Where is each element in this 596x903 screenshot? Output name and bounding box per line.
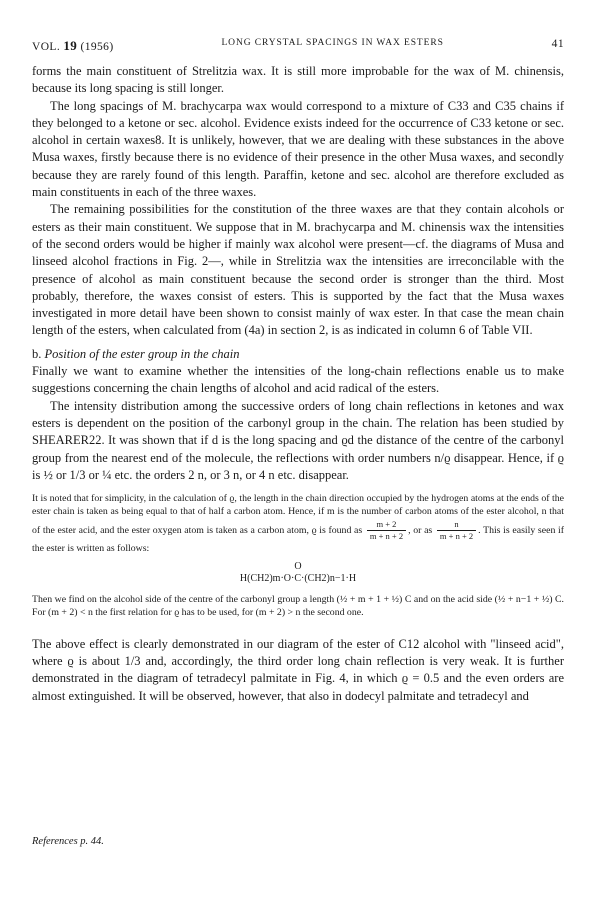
paragraph: The intensity distribution among the successive orders of long chain reflections in ketones and wax esters is dependent on the position of the carbonyl group in the chain. The relation has been studied by SHEARER22. It was shown that if d is the long spacing and ϱd the distance of the centre of the carbonyl group from the nearest end of the molecule, the reflections with order numbers n/ϱ disappear. Hence, if ϱ is ½ or 1/3 or ¼ etc. the orders 2 n, or 3 n, or 4 n etc. disappear.	[32, 398, 564, 482]
body-text	[32, 63, 564, 705]
paragraph: The long spacings of M. brachycarpa wax would correspond to a mixture of C33 and C35 chains if they belonged to a ketone or sec. alcohol. Evidence exists indeed for the occurrence of C33 ketone or sec. alcohol in certain waxes8. It is unlikely, however, that we are dealing with these substances in the above Musa waxes, firstly because there is no evidence of their presence in the other Musa waxes, and secondly because they are rarely found of this length. Paraffin, ketone and sec. alcohol are therefore excluded as main constituents in each of the three waxes.	[32, 98, 564, 200]
page-number: 41	[551, 38, 564, 50]
volume-info: VOL. 19 (1956)	[32, 38, 114, 53]
paragraph: forms the main constituent of Strelitzia wax. It is still more improbable for the wax of M. chinensis, because its long spacing is still longer.	[32, 64, 564, 96]
paragraph: Finally we want to examine whether the intensities of the long-chain reflections enable us to make suggestions concerning the chain lengths of alcohol and acid radical of the esters.	[32, 364, 564, 396]
running-title: LONG CRYSTAL SPACINGS IN WAX ESTERS	[221, 38, 444, 48]
references-note: References p. 44.	[32, 836, 104, 847]
paragraph: The above effect is clearly demonstrated in our diagram of the ester of C12 alcohol with "linseed acid", where ϱ is about 1/3 and, accordingly, the third order long chain reflection is very weak. It is further demonstrated in the diagram of tetradecyl palmitate in Fig. 4, in which ϱ = 0.5 and the even orders are almost extinguished. It will be observed, however, that also in dodecyl palmitate and tetradecyl and	[32, 636, 564, 703]
section-heading: b. Position of the ester group in the chain	[32, 346, 240, 361]
paragraph: The remaining possibilities for the constitution of the three waxes are that they contain alcohols or esters as their main constituent. We suppose that in M. brachycarpa and M. chinensis wax the intensities of the second orders would be higher if mainly wax alcohol were present—cf. the diagrams of Musa and linseed alcohol fractions in Fig. 2—, while in Strelitzia wax the intensities are irreconcilable with the presence of alcohol as main constituent because the second order is stronger than the third. Most probably, therefore, the waxes consist of esters. This is supported by the fact that the Musa waxes investigated in more detail have been shown to consist mainly of wax ester. In that case the mean chain length of the esters, when calculated from (4a) in section 2, is as indicated in column 6 of Table VII.	[32, 202, 564, 338]
ester-formula: O H(CH2)m·O·C·(CH2)n−1·H	[239, 561, 357, 585]
footnote-paragraph: Then we find on the alcohol side of the centre of the carbonyl group a length (½ + m + 1 + ½) C and on the acid side (½ + n−1 + ½) C. For (m + 2) < n the first relation for ϱ has to be used, for (m + 2) > n the second one.	[32, 594, 564, 619]
running-header	[32, 38, 564, 54]
footnote-paragraph: It is noted that for simplicity, in the calculation of ϱ, the length in the chain direction occupied by the hydrogen atoms at the ends of the ester chain is taken as being equal to that of half a carbon atom. Hence, if m is the number of carbon atoms of the ester alcohol, n that of the ester acid, and the ester oxygen atom is taken as a carbon atom, ϱ is found as $\frac{m + 2}{m + n + 2}$ , or as $\frac{n}{m + n + 2}$ . This is easily seen if the ester is written as follows:	[32, 493, 565, 554]
fraction: $\frac{n}{m + n + 2}$	[437, 519, 476, 542]
fraction: $\frac{m + 2}{m + n + 2}$	[367, 519, 406, 542]
